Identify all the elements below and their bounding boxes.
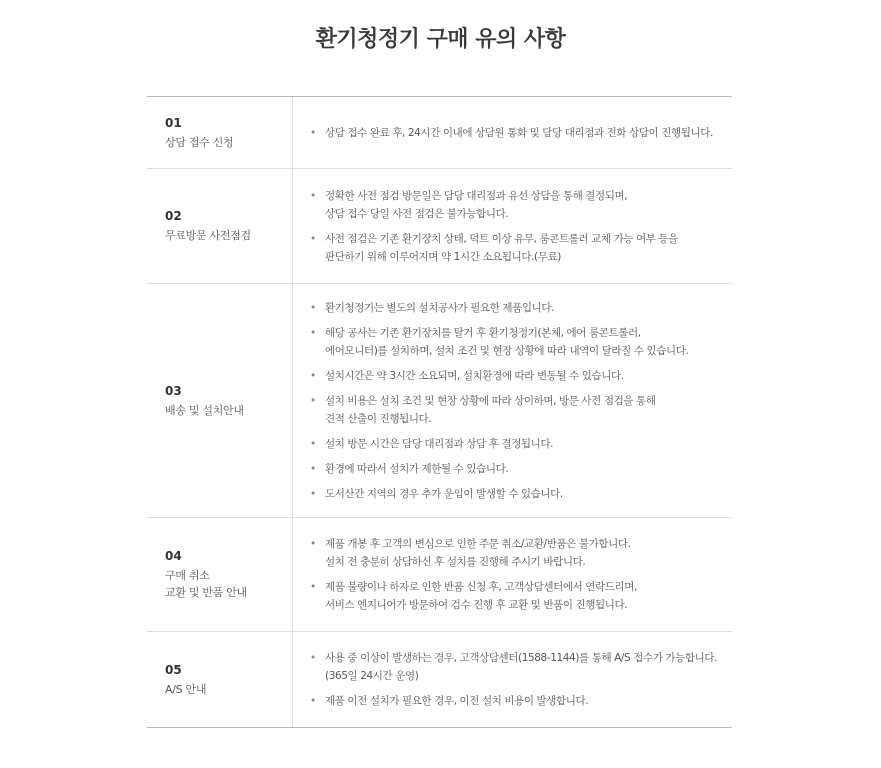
bullet-icon: • <box>310 326 316 339</box>
notice-list <box>310 649 732 710</box>
page-title: 환기청정기 구매 유의 사항 <box>315 27 566 52</box>
section-body <box>293 169 732 283</box>
section-number: 02 <box>165 209 182 223</box>
list-item: • 정확한 사전 점검 방문일은 담당 대리점과 유선 상담을 통해 결정되며, 상담 접수 당일 사전 점검은 불가능합니다. <box>310 187 732 223</box>
bullet-icon: • <box>310 189 316 202</box>
section-body <box>293 632 732 727</box>
notice-list <box>310 299 732 503</box>
section-head <box>147 97 293 168</box>
list-item: • 도서산간 지역의 경우 추가 운임이 발생할 수 있습니다. <box>310 485 732 503</box>
section-label: A/S 안내 <box>165 682 207 696</box>
list-item: • 사전 점검은 기존 환기장치 상태, 덕트 이상 유무, 룸콘트롤러 교체 가능 여부 등을 판단하기 위해 이루어지며 약 1시간 소요됩니다.(무료) <box>310 230 732 266</box>
section-label: 무료방문 사전점검 <box>165 229 251 242</box>
section-05 <box>147 631 732 727</box>
section-body <box>293 518 732 631</box>
section-number: 01 <box>165 115 182 130</box>
bullet-icon: • <box>310 652 316 664</box>
section-label: 배송 및 설치안내 <box>165 403 244 417</box>
section-label: 교환 및 반품 안내 <box>165 586 247 599</box>
bullet-icon: • <box>310 695 316 707</box>
section-01 <box>147 97 732 168</box>
section-head <box>147 632 293 727</box>
notice-table <box>147 96 732 728</box>
bullet-icon: • <box>310 538 316 550</box>
section-body <box>293 97 732 168</box>
bullet-icon: • <box>310 369 316 382</box>
notice-list <box>310 124 732 142</box>
bullet-icon: • <box>310 462 316 475</box>
section-body <box>293 284 732 517</box>
section-head <box>147 518 293 631</box>
section-label: 상담 접수 신청 <box>165 135 234 149</box>
list-item: • 해당 공사는 기존 환기장치를 탈거 후 환기청정기(본체, 에어 룸콘트롤러, 에어모니터)를 설치하며, 설치 조건 및 현장 상황에 따라 내역이 달라질 수 있습니다. <box>310 324 732 360</box>
list-item: • 설치시간은 약 3시간 소요되며, 설치환경에 따라 변동될 수 있습니다. <box>310 367 732 385</box>
list-item: • 상담 접수 완료 후, 24시간 이내에 상담원 통화 및 담당 대리점과 전화 상담이 진행됩니다. <box>310 124 732 142</box>
list-item: • 설치 방문 시간은 담당 대리점과 상담 후 결정됩니다. <box>310 435 732 453</box>
section-head <box>147 284 293 517</box>
notice-list <box>310 187 732 266</box>
section-02 <box>147 168 732 283</box>
section-number: 04 <box>165 549 182 563</box>
section-head <box>147 169 293 283</box>
list-item: • 제품 이전 설치가 필요한 경우, 이전 설치 비용이 발생합니다. <box>310 692 732 710</box>
bullet-icon: • <box>310 437 316 450</box>
section-number: 05 <box>165 662 182 677</box>
bullet-icon: • <box>310 126 316 139</box>
notice-list <box>310 535 732 614</box>
bullet-icon: • <box>310 232 316 245</box>
list-item: • 제품 개봉 후 고객의 변심으로 인한 주문 취소/교환/반품은 불가합니다. 설치 전 충분히 상담하신 후 설치를 진행해 주시기 바랍니다. <box>310 535 732 571</box>
bullet-icon: • <box>310 487 316 500</box>
section-04 <box>147 517 732 631</box>
bullet-icon: • <box>310 301 316 314</box>
bullet-icon: • <box>310 581 316 593</box>
section-label: 구매 취소 <box>165 569 210 582</box>
list-item: • 설치 비용은 설치 조건 및 현장 상황에 따라 상이하며, 방문 사전 점검을 통해 견적 산출이 진행됩니다. <box>310 392 732 428</box>
list-item: • 사용 중 이상이 발생하는 경우, 고객상담센터(1588-1144)를 통해 A/S 접수가 가능합니다. (365일 24시간 운영) <box>310 649 732 685</box>
section-03 <box>147 283 732 517</box>
list-item: • 환경에 따라서 설치가 제한될 수 있습니다. <box>310 460 732 478</box>
bullet-icon: • <box>310 394 316 407</box>
list-item: • 제품 불량이나 하자로 인한 반품 신청 후, 고객상담센터에서 연락드리며, 서비스 엔지니어가 방문하여 검수 진행 후 교환 및 반품이 진행됩니다. <box>310 578 732 614</box>
section-number: 03 <box>165 383 182 398</box>
list-item: • 환기청정기는 별도의 설치공사가 필요한 제품입니다. <box>310 299 732 317</box>
